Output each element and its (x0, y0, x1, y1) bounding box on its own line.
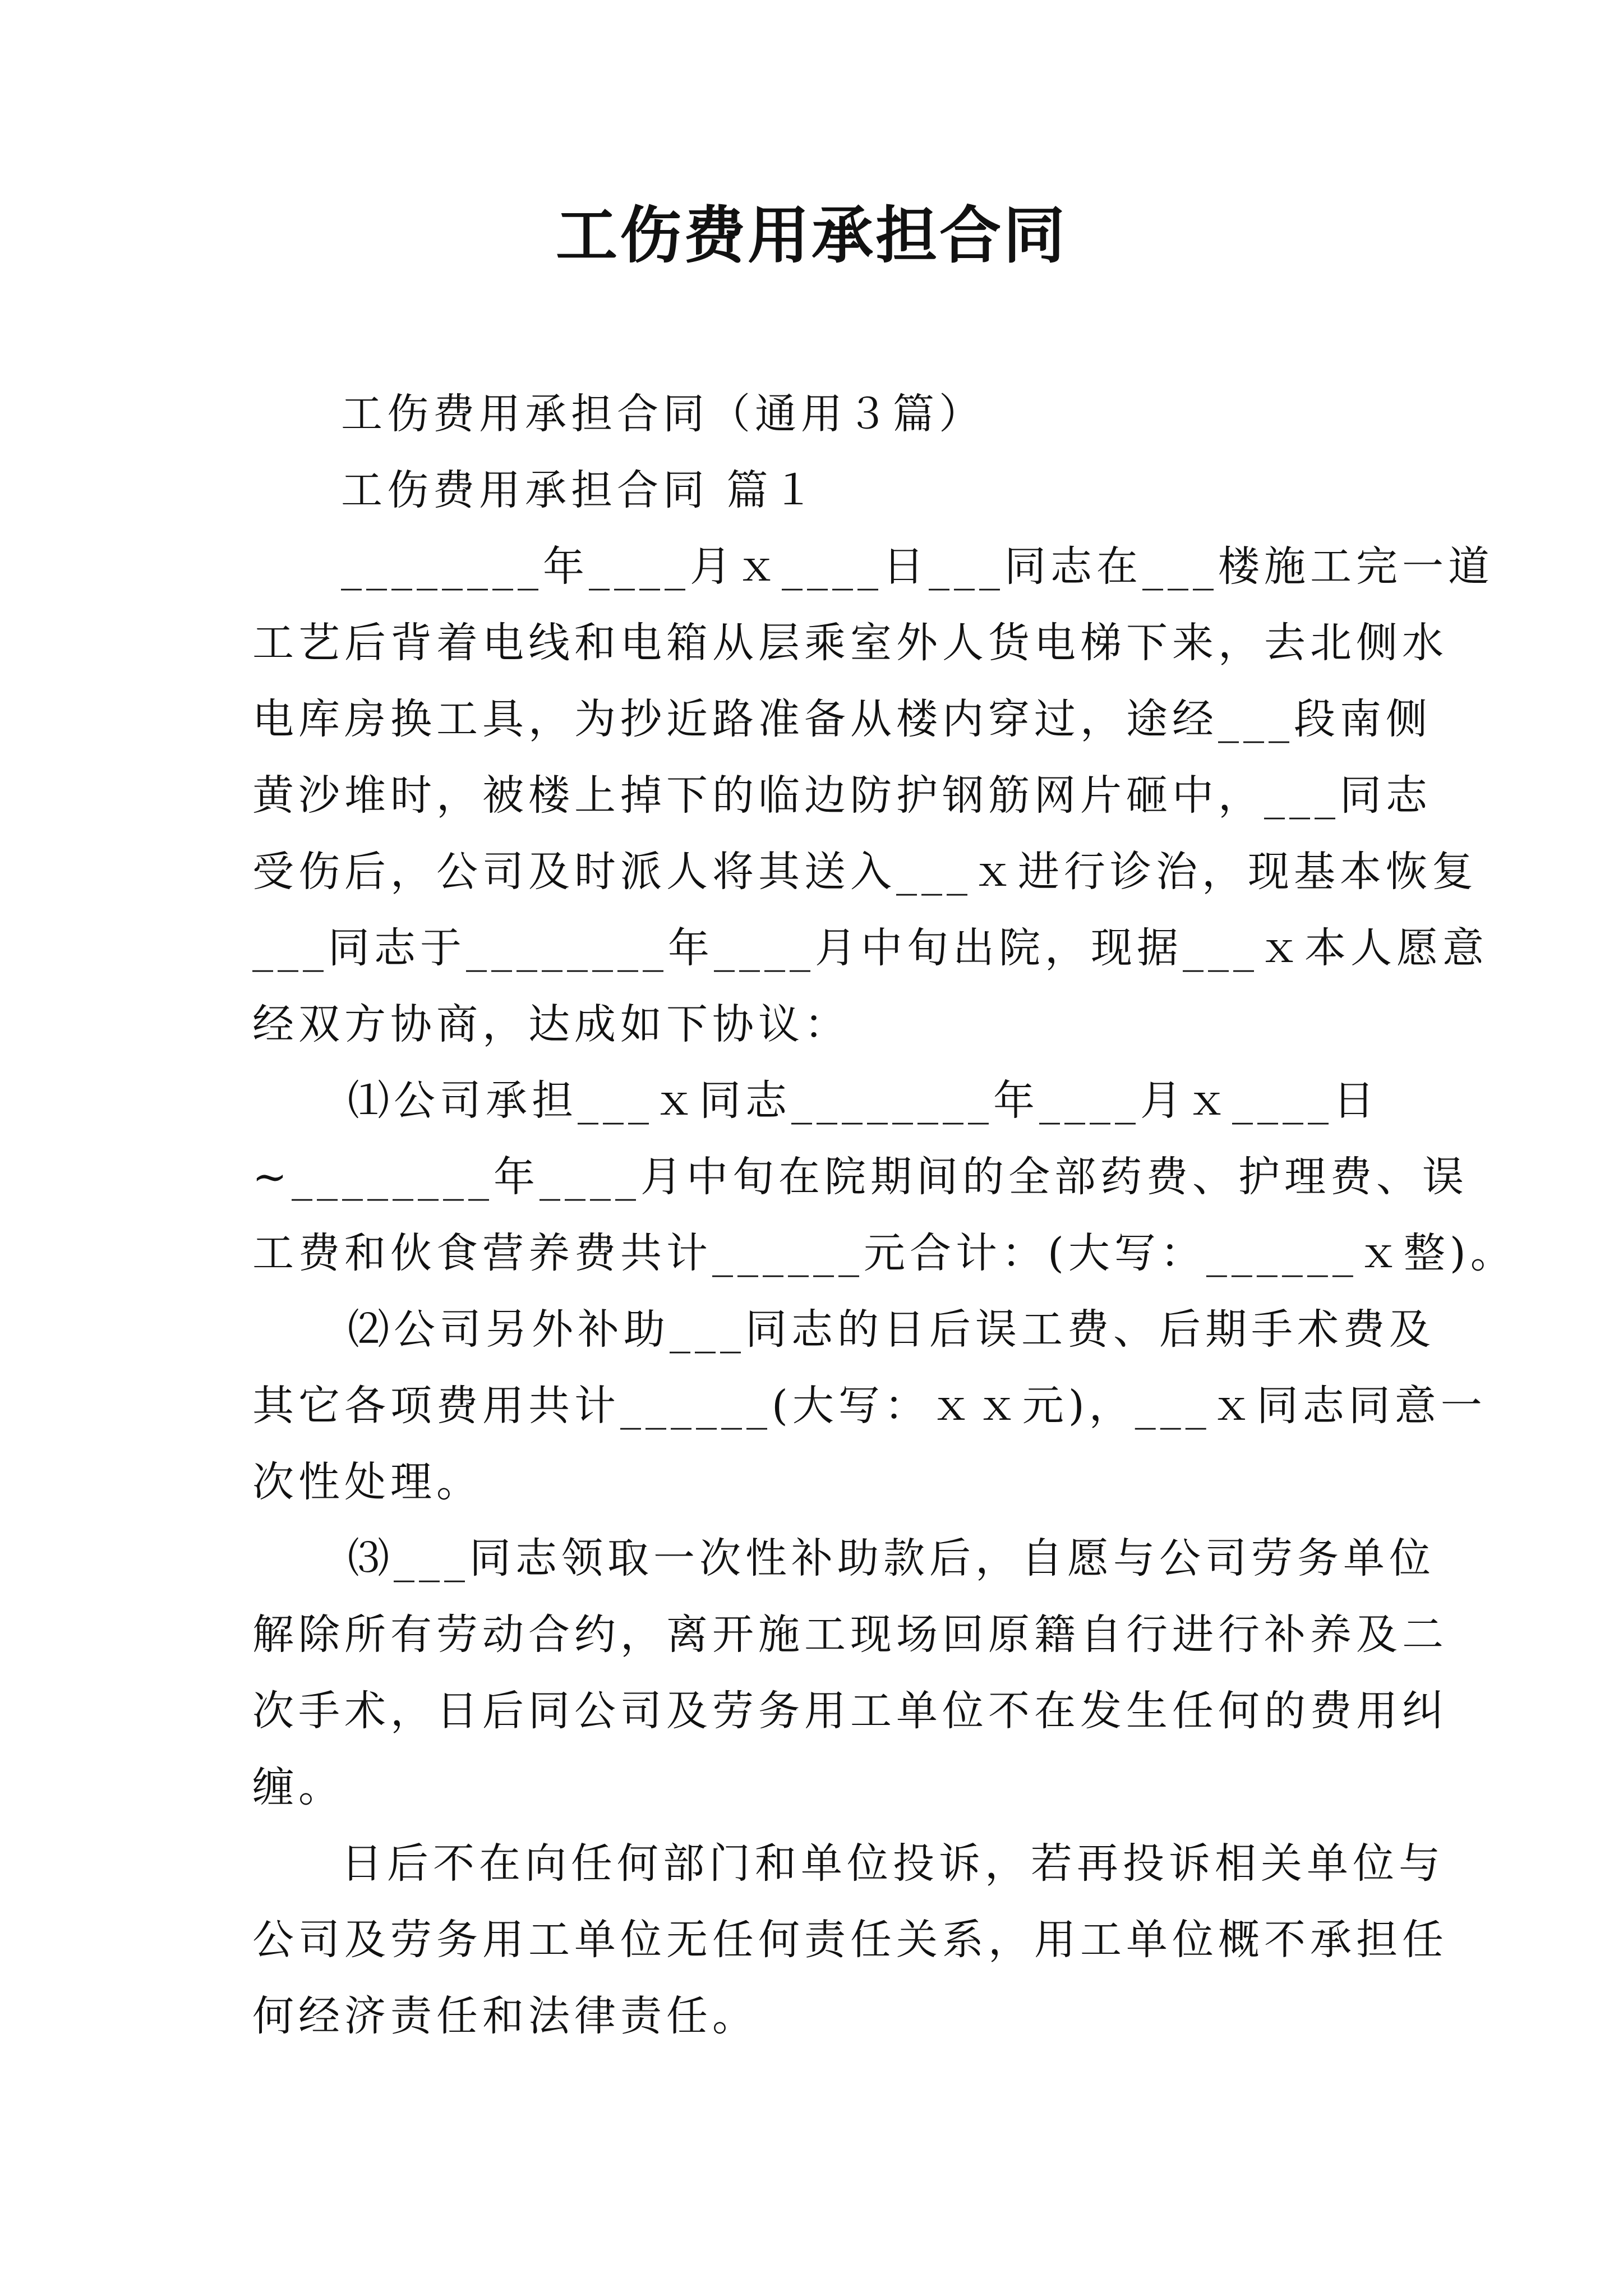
clause-3-line: ⑶___同志领取一次性补助款后，自愿与公司劳务单位 (348, 1534, 1435, 1582)
clause-3-line: 次手术，日后同公司及劳务用工单位不在发生任何的费用纠 (252, 1687, 1448, 1735)
paragraph-line: ________年____月ｘ____日___同志在___楼施工完一道 (341, 542, 1494, 591)
clause-2-line: ⑵公司另外补助___同志的日后误工费、后期手术费及 (348, 1305, 1435, 1354)
paragraph-line: 电库房换工具，为抄近路准备从楼内穿过，途经___段南侧 (252, 695, 1432, 743)
closing-paragraph-line: 何经济责任和法律责任。 (252, 1992, 758, 2040)
clause-1-line: 工费和伙食营养费共计______元合计：(大写：______ｘ整)。 (252, 1229, 1516, 1277)
section-heading: 工伤费用承担合同 篇１ (341, 466, 819, 514)
paragraph-line: 受伤后，公司及时派人将其送入___ｘ进行诊治，现基本恢复 (252, 848, 1478, 896)
paragraph-line: 黄沙堆时，被楼上掉下的临边防护钢筋网片砸中，___同志 (252, 771, 1432, 820)
clause-3-line: 解除所有劳动合约，离开施工现场回原籍自行进行补养及二 (252, 1611, 1448, 1659)
document-title: 工伤费用承担合同 (556, 199, 1067, 272)
closing-paragraph-line: 日后不在向任何部门和单位投诉，若再投诉相关单位与 (341, 1839, 1445, 1888)
document-body (252, 376, 1516, 2054)
paragraph-line: 经双方协商，达成如下协议： (252, 1000, 850, 1048)
clause-2-line: 次性处理。 (252, 1458, 482, 1506)
closing-paragraph-line: 公司及劳务用工单位无任何责任关系，用工单位概不承担任 (252, 1916, 1448, 1964)
clause-1-line: ~________年____月中旬在院期间的全部药费、护理费、误 (252, 1153, 1469, 1201)
document-subtitle: 工伤费用承担合同（通用３篇） (341, 390, 985, 438)
clause-2-line: 其它各项费用共计______(大写：ｘｘ元)，___ｘ同志同意一 (252, 1382, 1487, 1430)
clause-1-line: ⑴公司承担___ｘ同志________年____月ｘ____日 (348, 1076, 1379, 1125)
paragraph-line: ___同志于________年____月中旬出院，现据___ｘ本人愿意 (252, 924, 1488, 972)
clause-3-line: 缠。 (252, 1763, 344, 1811)
paragraph-line: 工艺后背着电线和电箱从层乘室外人货电梯下来，去北侧水 (252, 619, 1448, 667)
